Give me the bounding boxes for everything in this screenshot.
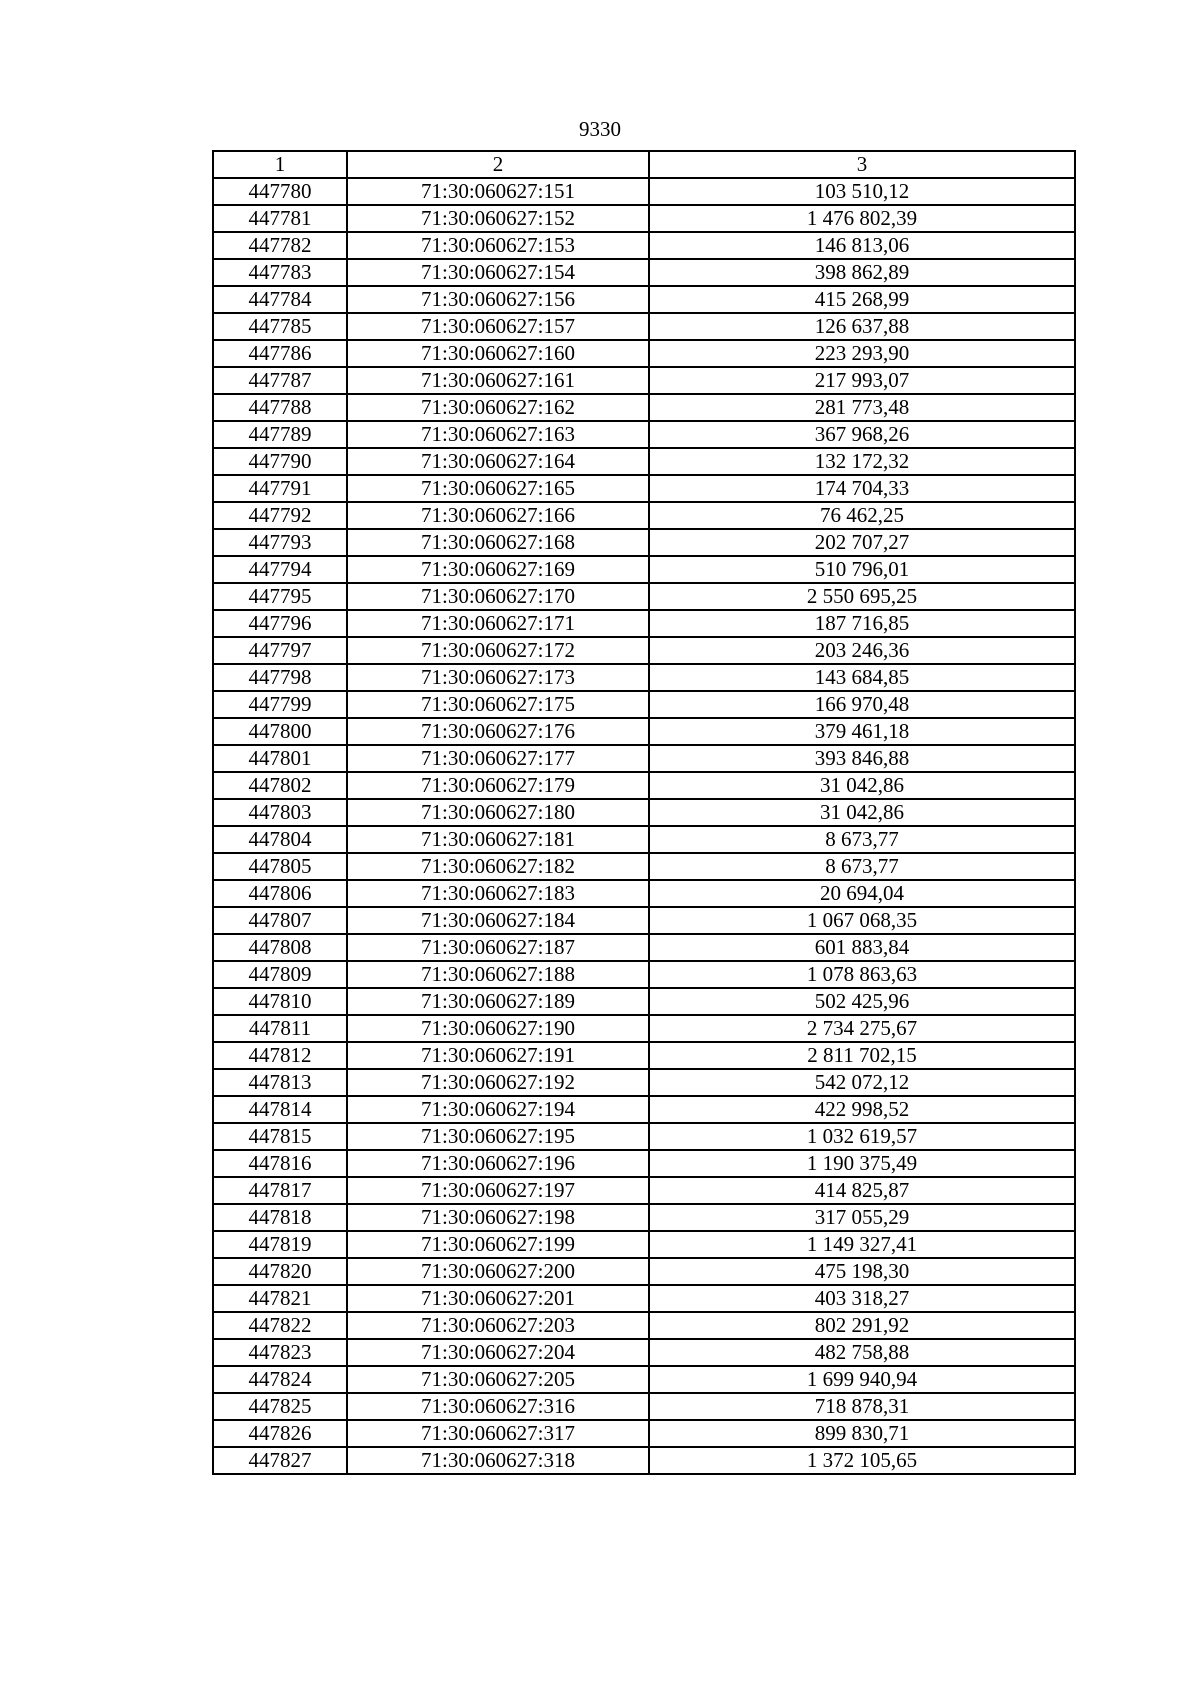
cadastral-number-cell: 71:30:060627:195	[347, 1123, 649, 1150]
column-header-2: 2	[347, 151, 649, 178]
row-number-cell: 447789	[213, 421, 347, 448]
cadastral-number-cell: 71:30:060627:194	[347, 1096, 649, 1123]
row-number-cell: 447790	[213, 448, 347, 475]
value-cell: 1 190 375,49	[649, 1150, 1075, 1177]
cadastral-number-cell: 71:30:060627:151	[347, 178, 649, 205]
row-number-cell: 447797	[213, 637, 347, 664]
cadastral-number-cell: 71:30:060627:156	[347, 286, 649, 313]
value-cell: 601 883,84	[649, 934, 1075, 961]
table-row	[213, 313, 1075, 340]
table-row	[213, 1015, 1075, 1042]
row-number-cell: 447804	[213, 826, 347, 853]
value-cell: 8 673,77	[649, 826, 1075, 853]
table-row	[213, 745, 1075, 772]
table-row	[213, 178, 1075, 205]
row-number-cell: 447806	[213, 880, 347, 907]
cadastral-number-cell: 71:30:060627:182	[347, 853, 649, 880]
cadastral-number-cell: 71:30:060627:157	[347, 313, 649, 340]
row-number-cell: 447808	[213, 934, 347, 961]
value-cell: 281 773,48	[649, 394, 1075, 421]
value-cell: 2 550 695,25	[649, 583, 1075, 610]
value-cell: 174 704,33	[649, 475, 1075, 502]
column-header-3: 3	[649, 151, 1075, 178]
row-number-cell: 447799	[213, 691, 347, 718]
row-number-cell: 447792	[213, 502, 347, 529]
row-number-cell: 447817	[213, 1177, 347, 1204]
cadastral-number-cell: 71:30:060627:165	[347, 475, 649, 502]
cadastral-number-cell: 71:30:060627:172	[347, 637, 649, 664]
table-row	[213, 259, 1075, 286]
table-row	[213, 1285, 1075, 1312]
row-number-cell: 447795	[213, 583, 347, 610]
cadastral-number-cell: 71:30:060627:152	[347, 205, 649, 232]
table-row	[213, 448, 1075, 475]
row-number-cell: 447807	[213, 907, 347, 934]
cadastral-number-cell: 71:30:060627:179	[347, 772, 649, 799]
table-row	[213, 934, 1075, 961]
cadastral-number-cell: 71:30:060627:173	[347, 664, 649, 691]
table-row	[213, 1258, 1075, 1285]
row-number-cell: 447781	[213, 205, 347, 232]
value-cell: 1 372 105,65	[649, 1447, 1075, 1474]
row-number-cell: 447827	[213, 1447, 347, 1474]
value-cell: 1 078 863,63	[649, 961, 1075, 988]
cadastral-number-cell: 71:30:060627:153	[347, 232, 649, 259]
value-cell: 146 813,06	[649, 232, 1075, 259]
table-row	[213, 475, 1075, 502]
table-row	[213, 853, 1075, 880]
row-number-cell: 447818	[213, 1204, 347, 1231]
cadastral-number-cell: 71:30:060627:190	[347, 1015, 649, 1042]
cadastral-number-cell: 71:30:060627:197	[347, 1177, 649, 1204]
cadastral-number-cell: 71:30:060627:187	[347, 934, 649, 961]
table-row	[213, 799, 1075, 826]
value-cell: 1 067 068,35	[649, 907, 1075, 934]
row-number-cell: 447801	[213, 745, 347, 772]
cadastral-number-cell: 71:30:060627:168	[347, 529, 649, 556]
cadastral-number-cell: 71:30:060627:201	[347, 1285, 649, 1312]
value-cell: 126 637,88	[649, 313, 1075, 340]
table-body	[213, 178, 1075, 1474]
table-row	[213, 691, 1075, 718]
row-number-cell: 447791	[213, 475, 347, 502]
cadastral-number-cell: 71:30:060627:164	[347, 448, 649, 475]
value-cell: 1 032 619,57	[649, 1123, 1075, 1150]
table-row	[213, 1366, 1075, 1393]
value-cell: 1 149 327,41	[649, 1231, 1075, 1258]
row-number-cell: 447825	[213, 1393, 347, 1420]
cadastral-number-cell: 71:30:060627:316	[347, 1393, 649, 1420]
row-number-cell: 447822	[213, 1312, 347, 1339]
value-cell: 31 042,86	[649, 799, 1075, 826]
cadastral-number-cell: 71:30:060627:192	[347, 1069, 649, 1096]
value-cell: 20 694,04	[649, 880, 1075, 907]
value-cell: 379 461,18	[649, 718, 1075, 745]
row-number-cell: 447809	[213, 961, 347, 988]
value-cell: 802 291,92	[649, 1312, 1075, 1339]
value-cell: 2 734 275,67	[649, 1015, 1075, 1042]
value-cell: 166 970,48	[649, 691, 1075, 718]
value-cell: 510 796,01	[649, 556, 1075, 583]
row-number-cell: 447793	[213, 529, 347, 556]
value-cell: 76 462,25	[649, 502, 1075, 529]
value-cell: 542 072,12	[649, 1069, 1075, 1096]
table-row	[213, 880, 1075, 907]
value-cell: 317 055,29	[649, 1204, 1075, 1231]
table-row	[213, 961, 1075, 988]
row-number-cell: 447786	[213, 340, 347, 367]
value-cell: 415 268,99	[649, 286, 1075, 313]
row-number-cell: 447787	[213, 367, 347, 394]
value-cell: 223 293,90	[649, 340, 1075, 367]
row-number-cell: 447803	[213, 799, 347, 826]
row-number-cell: 447824	[213, 1366, 347, 1393]
cadastral-number-cell: 71:30:060627:203	[347, 1312, 649, 1339]
table-row	[213, 232, 1075, 259]
cadastral-number-cell: 71:30:060627:318	[347, 1447, 649, 1474]
row-number-cell: 447780	[213, 178, 347, 205]
table-row	[213, 1312, 1075, 1339]
table-header-row	[213, 151, 1075, 178]
page-number: 9330	[579, 117, 621, 141]
table-row	[213, 529, 1075, 556]
row-number-cell: 447800	[213, 718, 347, 745]
row-number-cell: 447785	[213, 313, 347, 340]
table-row	[213, 1150, 1075, 1177]
value-cell: 1 699 940,94	[649, 1366, 1075, 1393]
value-cell: 202 707,27	[649, 529, 1075, 556]
row-number-cell: 447805	[213, 853, 347, 880]
cadastral-number-cell: 71:30:060627:198	[347, 1204, 649, 1231]
value-cell: 143 684,85	[649, 664, 1075, 691]
value-cell: 393 846,88	[649, 745, 1075, 772]
table-row	[213, 583, 1075, 610]
row-number-cell: 447784	[213, 286, 347, 313]
column-header-1: 1	[213, 151, 347, 178]
value-cell: 899 830,71	[649, 1420, 1075, 1447]
cadastral-number-cell: 71:30:060627:176	[347, 718, 649, 745]
table-row	[213, 421, 1075, 448]
value-cell: 8 673,77	[649, 853, 1075, 880]
value-cell: 718 878,31	[649, 1393, 1075, 1420]
row-number-cell: 447823	[213, 1339, 347, 1366]
value-cell: 31 042,86	[649, 772, 1075, 799]
cadastral-number-cell: 71:30:060627:191	[347, 1042, 649, 1069]
table-row	[213, 718, 1075, 745]
table-row	[213, 1123, 1075, 1150]
table-row	[213, 1393, 1075, 1420]
row-number-cell: 447812	[213, 1042, 347, 1069]
cadastral-number-cell: 71:30:060627:175	[347, 691, 649, 718]
table-row	[213, 1204, 1075, 1231]
table-row	[213, 1042, 1075, 1069]
cadastral-number-cell: 71:30:060627:161	[347, 367, 649, 394]
cadastral-number-cell: 71:30:060627:200	[347, 1258, 649, 1285]
cadastral-number-cell: 71:30:060627:196	[347, 1150, 649, 1177]
table-row	[213, 907, 1075, 934]
value-cell: 203 246,36	[649, 637, 1075, 664]
value-cell: 482 758,88	[649, 1339, 1075, 1366]
table-row	[213, 1069, 1075, 1096]
cadastral-number-cell: 71:30:060627:180	[347, 799, 649, 826]
table-row	[213, 1420, 1075, 1447]
table-row	[213, 664, 1075, 691]
table-row	[213, 205, 1075, 232]
table-row	[213, 988, 1075, 1015]
value-cell: 422 998,52	[649, 1096, 1075, 1123]
table-row	[213, 637, 1075, 664]
table-row	[213, 286, 1075, 313]
row-number-cell: 447782	[213, 232, 347, 259]
table-row	[213, 1177, 1075, 1204]
table-row	[213, 1231, 1075, 1258]
table-row	[213, 367, 1075, 394]
cadastral-number-cell: 71:30:060627:169	[347, 556, 649, 583]
row-number-cell: 447819	[213, 1231, 347, 1258]
row-number-cell: 447794	[213, 556, 347, 583]
table-row	[213, 1339, 1075, 1366]
row-number-cell: 447820	[213, 1258, 347, 1285]
cadastral-number-cell: 71:30:060627:162	[347, 394, 649, 421]
value-cell: 475 198,30	[649, 1258, 1075, 1285]
value-cell: 2 811 702,15	[649, 1042, 1075, 1069]
row-number-cell: 447798	[213, 664, 347, 691]
cadastral-number-cell: 71:30:060627:189	[347, 988, 649, 1015]
cadastral-number-cell: 71:30:060627:204	[347, 1339, 649, 1366]
value-cell: 502 425,96	[649, 988, 1075, 1015]
value-cell: 1 476 802,39	[649, 205, 1075, 232]
value-cell: 367 968,26	[649, 421, 1075, 448]
cadastral-number-cell: 71:30:060627:184	[347, 907, 649, 934]
cadastral-number-cell: 71:30:060627:199	[347, 1231, 649, 1258]
cadastral-number-cell: 71:30:060627:181	[347, 826, 649, 853]
table-row	[213, 340, 1075, 367]
value-cell: 132 172,32	[649, 448, 1075, 475]
table-row	[213, 394, 1075, 421]
row-number-cell: 447826	[213, 1420, 347, 1447]
table-row	[213, 826, 1075, 853]
cadastral-number-cell: 71:30:060627:171	[347, 610, 649, 637]
registry-table	[212, 150, 1076, 1475]
table-row	[213, 556, 1075, 583]
value-cell: 414 825,87	[649, 1177, 1075, 1204]
cadastral-number-cell: 71:30:060627:154	[347, 259, 649, 286]
value-cell: 398 862,89	[649, 259, 1075, 286]
cadastral-number-cell: 71:30:060627:188	[347, 961, 649, 988]
value-cell: 403 318,27	[649, 1285, 1075, 1312]
row-number-cell: 447802	[213, 772, 347, 799]
cadastral-number-cell: 71:30:060627:317	[347, 1420, 649, 1447]
value-cell: 217 993,07	[649, 367, 1075, 394]
cadastral-number-cell: 71:30:060627:160	[347, 340, 649, 367]
row-number-cell: 447821	[213, 1285, 347, 1312]
cadastral-number-cell: 71:30:060627:163	[347, 421, 649, 448]
cadastral-number-cell: 71:30:060627:205	[347, 1366, 649, 1393]
cadastral-number-cell: 71:30:060627:170	[347, 583, 649, 610]
cadastral-number-cell: 71:30:060627:166	[347, 502, 649, 529]
table-row	[213, 1096, 1075, 1123]
row-number-cell: 447810	[213, 988, 347, 1015]
value-cell: 103 510,12	[649, 178, 1075, 205]
row-number-cell: 447788	[213, 394, 347, 421]
row-number-cell: 447814	[213, 1096, 347, 1123]
cadastral-number-cell: 71:30:060627:183	[347, 880, 649, 907]
row-number-cell: 447796	[213, 610, 347, 637]
table-row	[213, 1447, 1075, 1474]
value-cell: 187 716,85	[649, 610, 1075, 637]
row-number-cell: 447783	[213, 259, 347, 286]
row-number-cell: 447816	[213, 1150, 347, 1177]
row-number-cell: 447815	[213, 1123, 347, 1150]
table-row	[213, 772, 1075, 799]
row-number-cell: 447813	[213, 1069, 347, 1096]
table-row	[213, 610, 1075, 637]
row-number-cell: 447811	[213, 1015, 347, 1042]
cadastral-number-cell: 71:30:060627:177	[347, 745, 649, 772]
table-row	[213, 502, 1075, 529]
